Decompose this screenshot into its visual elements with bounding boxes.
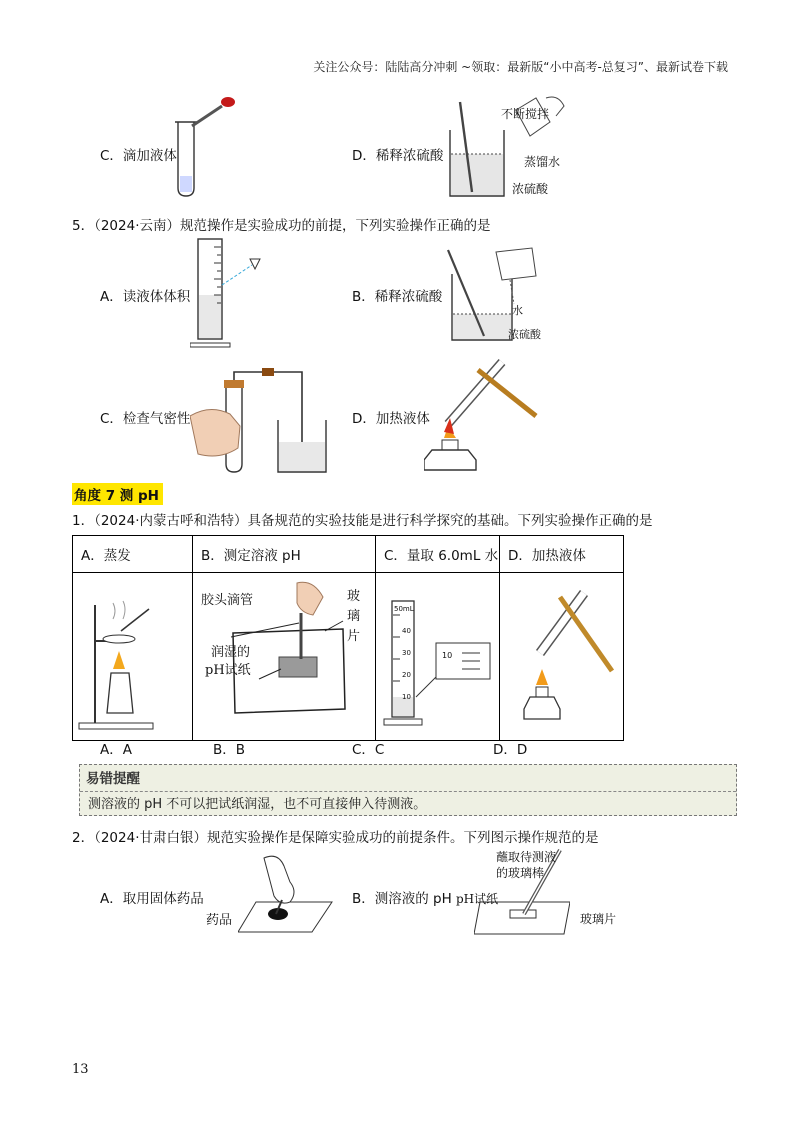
tip-title: 易错提醒 xyxy=(86,771,140,787)
answer-a: A．A xyxy=(100,742,132,758)
cyl-mark-40: 40 xyxy=(402,627,411,635)
tip-divider xyxy=(80,791,736,792)
prev-option-c: C．滴加液体 xyxy=(100,148,177,164)
dropper-figure xyxy=(170,92,240,202)
label-rod-2: 的玻璃棒 xyxy=(496,866,545,880)
q5-option-b: B．稀释浓硫酸 xyxy=(352,289,443,305)
q5-stem: 5．（2024·云南）规范操作是实验成功的前提，下列实验操作正确的是 xyxy=(72,218,491,234)
table-header-c: C．量取 6.0mL 水 xyxy=(376,536,500,573)
fig-heating-liquid xyxy=(500,573,624,741)
q5-option-a: A．读液体体积 xyxy=(100,289,191,305)
label-glass-3: 片 xyxy=(347,629,361,644)
table-header-b: B．测定溶液 pH xyxy=(193,536,376,573)
page-header: 关注公众号：陆陆高分冲刺 ~领取：最新版“小中高考-总复习”、最新试卷下载 xyxy=(313,60,728,74)
fig-ph-test xyxy=(193,573,376,741)
q1-stem: 1．（2024·内蒙古呼和浩特）具备规范的实验技能是进行科学探究的基础。下列实验操作正确的是 xyxy=(72,513,653,529)
tip-box xyxy=(79,764,737,816)
cyl-mark-30: 30 xyxy=(402,649,411,657)
tip-body: 测溶液的 pH 不可以把试纸润湿，也不可直接伸入待测液。 xyxy=(88,797,427,812)
q5-option-d: D．加热液体 xyxy=(352,411,430,427)
label-glass-1: 玻 xyxy=(347,589,361,604)
label-glass-slide: 玻璃片 xyxy=(580,912,617,926)
label-ph-paper: pH试纸 xyxy=(205,663,251,678)
q5-option-c: C．检查气密性 xyxy=(100,411,191,427)
cyl-mark-20: 20 xyxy=(402,671,411,679)
label-reagent: 药品 xyxy=(206,913,233,928)
heating-liquid-figure-1 xyxy=(424,354,544,474)
page-number: 13 xyxy=(72,1062,89,1077)
cyl-mark-10: 10 xyxy=(402,693,411,701)
table-header-a: A．蒸发 xyxy=(73,536,193,573)
label-distilled-water: 蒸馏水 xyxy=(524,155,561,169)
options-table xyxy=(72,535,624,741)
q2-option-b: B．测溶液的 pH xyxy=(352,891,452,907)
answer-b: B．B xyxy=(213,742,246,758)
q2-stem: 2．（2024·甘肃白银）规范实验操作是保障实验成功的前提条件。下列图示操作规范的是 xyxy=(72,830,599,846)
q2-option-a: A．取用固体药品 xyxy=(100,891,204,907)
label-glass-2: 璃 xyxy=(347,609,361,624)
label-conc-acid-2: 浓硫酸 xyxy=(508,328,541,341)
fig-measure-water xyxy=(376,573,500,741)
label-moist: 润湿的 xyxy=(211,645,251,660)
table-header-d: D．加热液体 xyxy=(500,536,624,573)
label-stir: 不断搅拌 xyxy=(501,107,550,121)
section-tag: 角度 7 测 pH xyxy=(72,483,163,505)
label-conc-acid: 浓硫酸 xyxy=(512,182,549,196)
fig-evaporation xyxy=(73,573,193,741)
answer-c: C．C xyxy=(352,742,385,758)
solid-reagent-figure xyxy=(238,852,334,936)
label-ph-paper-2: pH试纸 xyxy=(456,892,499,906)
airtightness-figure xyxy=(190,368,340,478)
answer-d: D．D xyxy=(493,742,528,758)
label-rod-1: 蘸取待测液 xyxy=(496,850,557,864)
label-water: 水 xyxy=(512,304,523,317)
graduated-cylinder-figure xyxy=(190,235,270,350)
prev-option-d: D．稀释浓硫酸 xyxy=(352,148,444,164)
label-dropper: 胶头滴管 xyxy=(201,593,254,608)
inset-mark: 10 xyxy=(442,651,453,660)
cyl-top-mark: 50mL xyxy=(394,605,414,613)
